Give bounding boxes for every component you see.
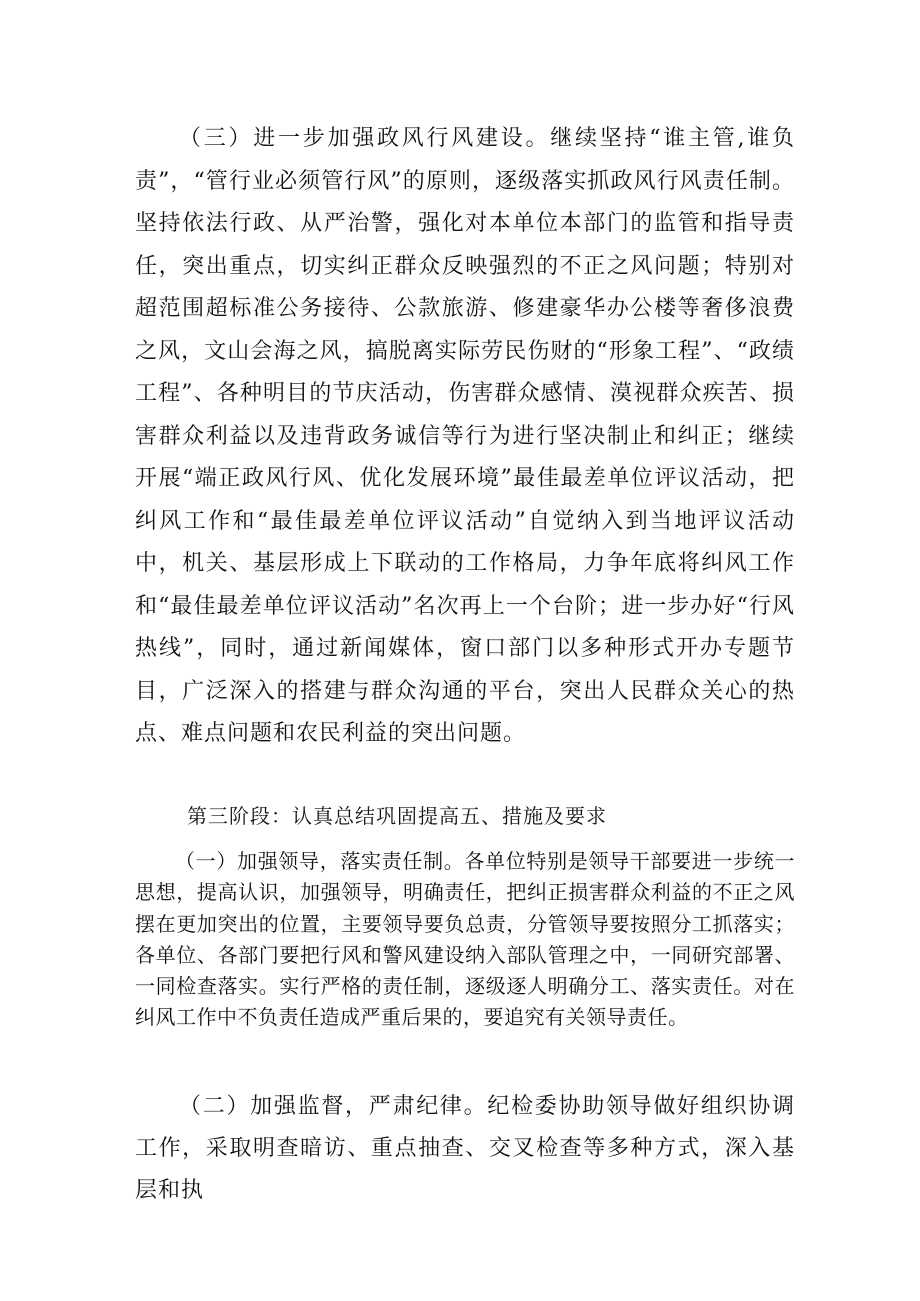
section-heading-stage-three: 第三阶段：认真总结巩固提高五、措施及要求 [187, 804, 607, 828]
paragraph-strengthen-conduct: （三）进一步加强政风行风建设。继续坚持“谁主管,谁负责”，“管行业必须管行风”的原则，逐级落实抓政风行风责任制。坚持依法行政、从严治警，强化对本单位本部门的监管和指导责任，突出重点，切实纠正群众反映强烈的不正之风问题；特别对超范围超标准公务接待、公款旅游、修建豪华办公楼等奢侈浪费之风，文山会海之风，搞脱离实际劳民伤财的“形象工程”、“政绩工程”、各种明目的节庆活动，伤害群众感情、漠视群众疾苦、损害群众利益以及违背政务诚信等行为进行坚决制止和纠正；继续开展“端正政风行风、优化发展环境”最佳最差单位评议活动，把纠风工作和“最佳最差单位评议活动”自觉纳入到当地评议活动中，机关、基层形成上下联动的工作格局，力争年底将纠风工作和“最佳最差单位评议活动”名次再上一个台阶；进一步办好“行风热线”，同时，通过新闻媒体，窗口部门以多种形式开办专题节目，广泛深入的搭建与群众沟通的平台，突出人民群众关心的热点、难点问题和农民利益的突出问题。 [135, 126, 795, 746]
paragraph-leadership-responsibility: （一）加强领导，落实责任制。各单位特别是领导干部要进一步统一思想，提高认识，加强领导，明确责任，把纠正损害群众利益的不正之风摆在更加突出的位置，主要领导要负总责，分管领导要按照分工抓落实；各单位、各部门要把行风和警风建设纳入部队管理之中，一同研究部署、一同检查落实。实行严格的责任制，逐级逐人明确分工、落实责任。对在纠风工作中不负责任造成严重后果的，要追究有关领导责任。 [135, 849, 795, 1030]
paragraph-supervision-discipline: （二）加强监督，严肃纪律。纪检委协助领导做好组织协调工作，采取明查暗访、重点抽查、交叉检查等多种方式，深入基层和执 [135, 1094, 795, 1203]
